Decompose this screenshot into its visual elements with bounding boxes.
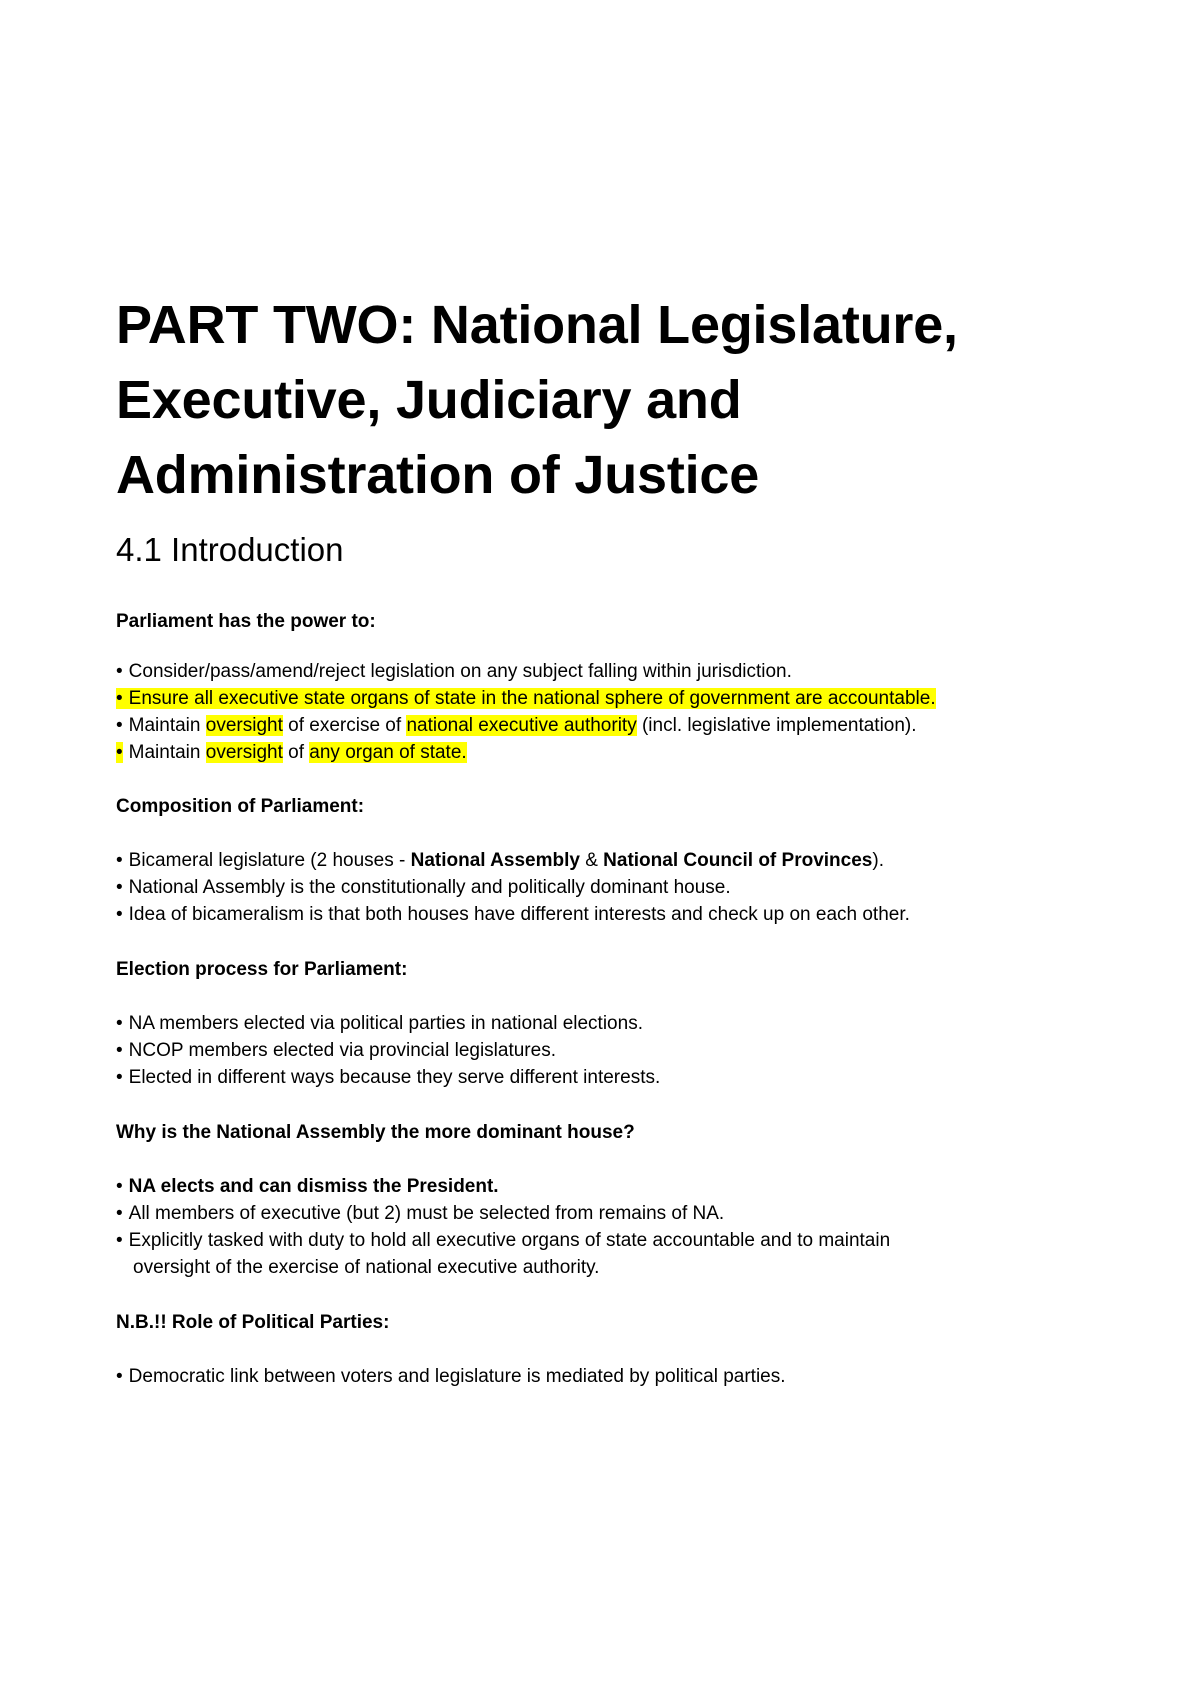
highlighted-text: oversight bbox=[205, 715, 283, 736]
composition-bullet-2: • National Assembly is the constitutionally and politically dominant house. bbox=[116, 877, 731, 898]
bullet-icon: • bbox=[116, 1203, 123, 1224]
power-heading: Parliament has the power to: bbox=[116, 611, 376, 632]
power-bullet-2 bbox=[116, 687, 936, 711]
power-bullet-3: • Maintain oversight of exercise of national executive authority (incl. legislative implementation). bbox=[116, 715, 917, 736]
bullet-icon: • bbox=[116, 742, 123, 763]
power-bullet-1: • Consider/pass/amend/reject legislation on any subject falling within jurisdiction. bbox=[116, 661, 792, 682]
bullet-icon: • bbox=[116, 850, 123, 871]
dominant-heading: Why is the National Assembly the more dominant house? bbox=[116, 1122, 635, 1143]
bullet-icon: • bbox=[116, 1040, 123, 1061]
title-line-3: Administration of Justice bbox=[116, 445, 760, 505]
dominant-bullet-2: • All members of executive (but 2) must be selected from remains of NA. bbox=[116, 1203, 725, 1224]
composition-bullet-3: • Idea of bicameralism is that both houses have different interests and check up on each other. bbox=[116, 904, 910, 925]
bullet-icon: • bbox=[116, 661, 123, 682]
title-line-1: PART TWO: National Legislature, bbox=[116, 295, 958, 355]
bullet-icon: • bbox=[116, 1013, 123, 1034]
bullet-icon: • bbox=[116, 688, 123, 709]
bullet-icon: • bbox=[116, 877, 123, 898]
bullet-icon: • bbox=[116, 1176, 123, 1197]
highlighted-text: • Ensure all executive state organs of state in the national sphere of government are accountable. bbox=[116, 688, 936, 709]
election-bullet-1: • NA members elected via political parties in national elections. bbox=[116, 1013, 643, 1034]
election-heading: Election process for Parliament: bbox=[116, 959, 408, 980]
bullet-icon: • bbox=[116, 1230, 123, 1251]
bullet-icon: • bbox=[116, 1067, 123, 1088]
dominant-bullet-3: • Explicitly tasked with duty to hold all executive organs of state accountable and to maintain bbox=[116, 1230, 891, 1251]
highlighted-text: any organ of state. bbox=[309, 742, 467, 763]
bullet-icon: • bbox=[116, 904, 123, 925]
section-heading-introduction: 4.1 Introduction bbox=[116, 531, 344, 568]
election-bullet-2: • NCOP members elected via provincial legislatures. bbox=[116, 1040, 556, 1061]
bullet-icon: • bbox=[116, 1366, 123, 1387]
election-bullet-3: • Elected in different ways because they serve different interests. bbox=[116, 1067, 661, 1088]
bullet-icon: • bbox=[116, 715, 123, 736]
parties-bullet-1: • Democratic link between voters and legislature is mediated by political parties. bbox=[116, 1366, 786, 1387]
highlighted-text: oversight bbox=[205, 742, 283, 763]
composition-bullet-1: • Bicameral legislature (2 houses - National Assembly & National Council of Provinces). bbox=[116, 850, 884, 871]
highlighted-text: national executive authority bbox=[406, 715, 637, 736]
dominant-bullet-3-continuation: oversight of the exercise of national executive authority. bbox=[133, 1257, 600, 1278]
page-title bbox=[116, 288, 1116, 513]
power-bullet-4: • Maintain oversight of any organ of state. bbox=[116, 742, 467, 763]
parties-heading: N.B.!! Role of Political Parties: bbox=[116, 1312, 390, 1333]
title-line-2: Executive, Judiciary and bbox=[116, 370, 742, 430]
composition-heading: Composition of Parliament: bbox=[116, 796, 365, 817]
dominant-bullet-1: • NA elects and can dismiss the President. bbox=[116, 1176, 499, 1197]
